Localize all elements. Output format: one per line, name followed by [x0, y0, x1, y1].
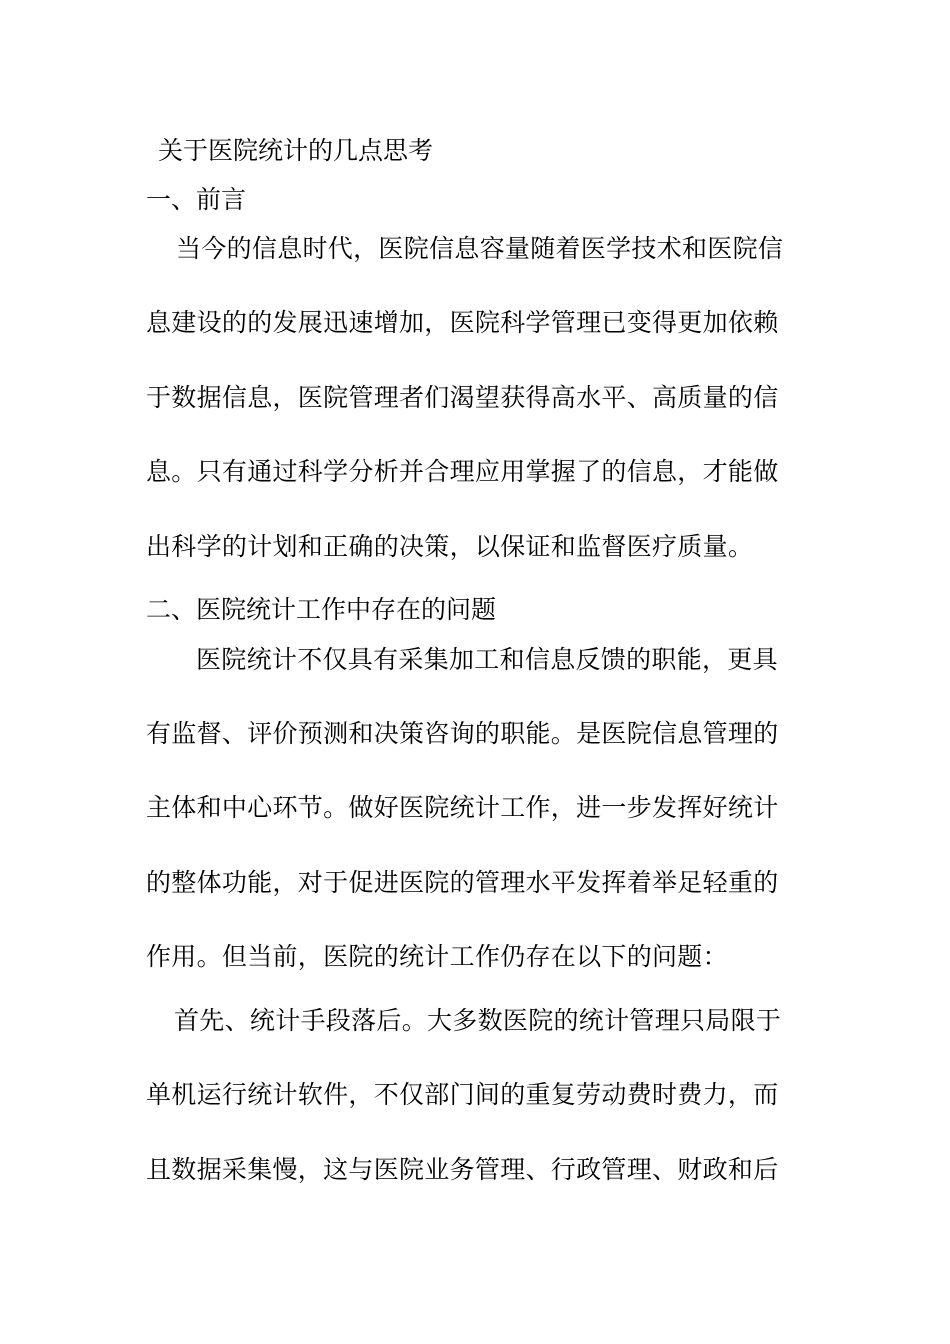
section-heading-problems: 二、医院统计工作中存在的问题 — [146, 595, 497, 624]
paragraph-line: 有监督、评价预测和决策咨询的职能。是医院信息管理的 — [146, 719, 779, 748]
paragraph-line: 出科学的计划和正确的决策，以保证和监督医疗质量。 — [146, 532, 754, 561]
document-title: 关于医院统计的几点思考 — [158, 136, 434, 165]
paragraph-line: 医院统计不仅具有采集加工和信息反馈的职能，更具 — [196, 645, 778, 674]
paragraph-line: 息建设的的发展迅速增加，医院科学管理已变得更加依赖 — [146, 308, 779, 337]
paragraph-line: 息。只有通过科学分析并合理应用掌握了的信息，才能做 — [146, 457, 779, 486]
paragraph-line: 作用。但当前，医院的统计工作仍存在以下的问题： — [146, 942, 728, 971]
paragraph-line: 首先、统计手段落后。大多数医院的统计管理只局限于 — [174, 1006, 782, 1035]
section-heading-preface: 一、前言 — [146, 185, 247, 214]
paragraph-line: 且数据采集慢，这与医院业务管理、行政管理、财政和后 — [146, 1155, 779, 1184]
paragraph-line: 单机运行统计软件，不仅部门间的重复劳动费时费力，而 — [146, 1080, 779, 1109]
paragraph-line: 当今的信息时代，医院信息容量随着医学技术和医院信 — [176, 234, 784, 263]
paragraph-line: 于数据信息，医院管理者们渴望获得高水平、高质量的信 — [146, 383, 779, 412]
paragraph-line: 主体和中心环节。做好医院统计工作，进一步发挥好统计 — [146, 793, 779, 822]
paragraph-line: 的整体功能，对于促进医院的管理水平发挥着举足轻重的 — [146, 868, 779, 897]
